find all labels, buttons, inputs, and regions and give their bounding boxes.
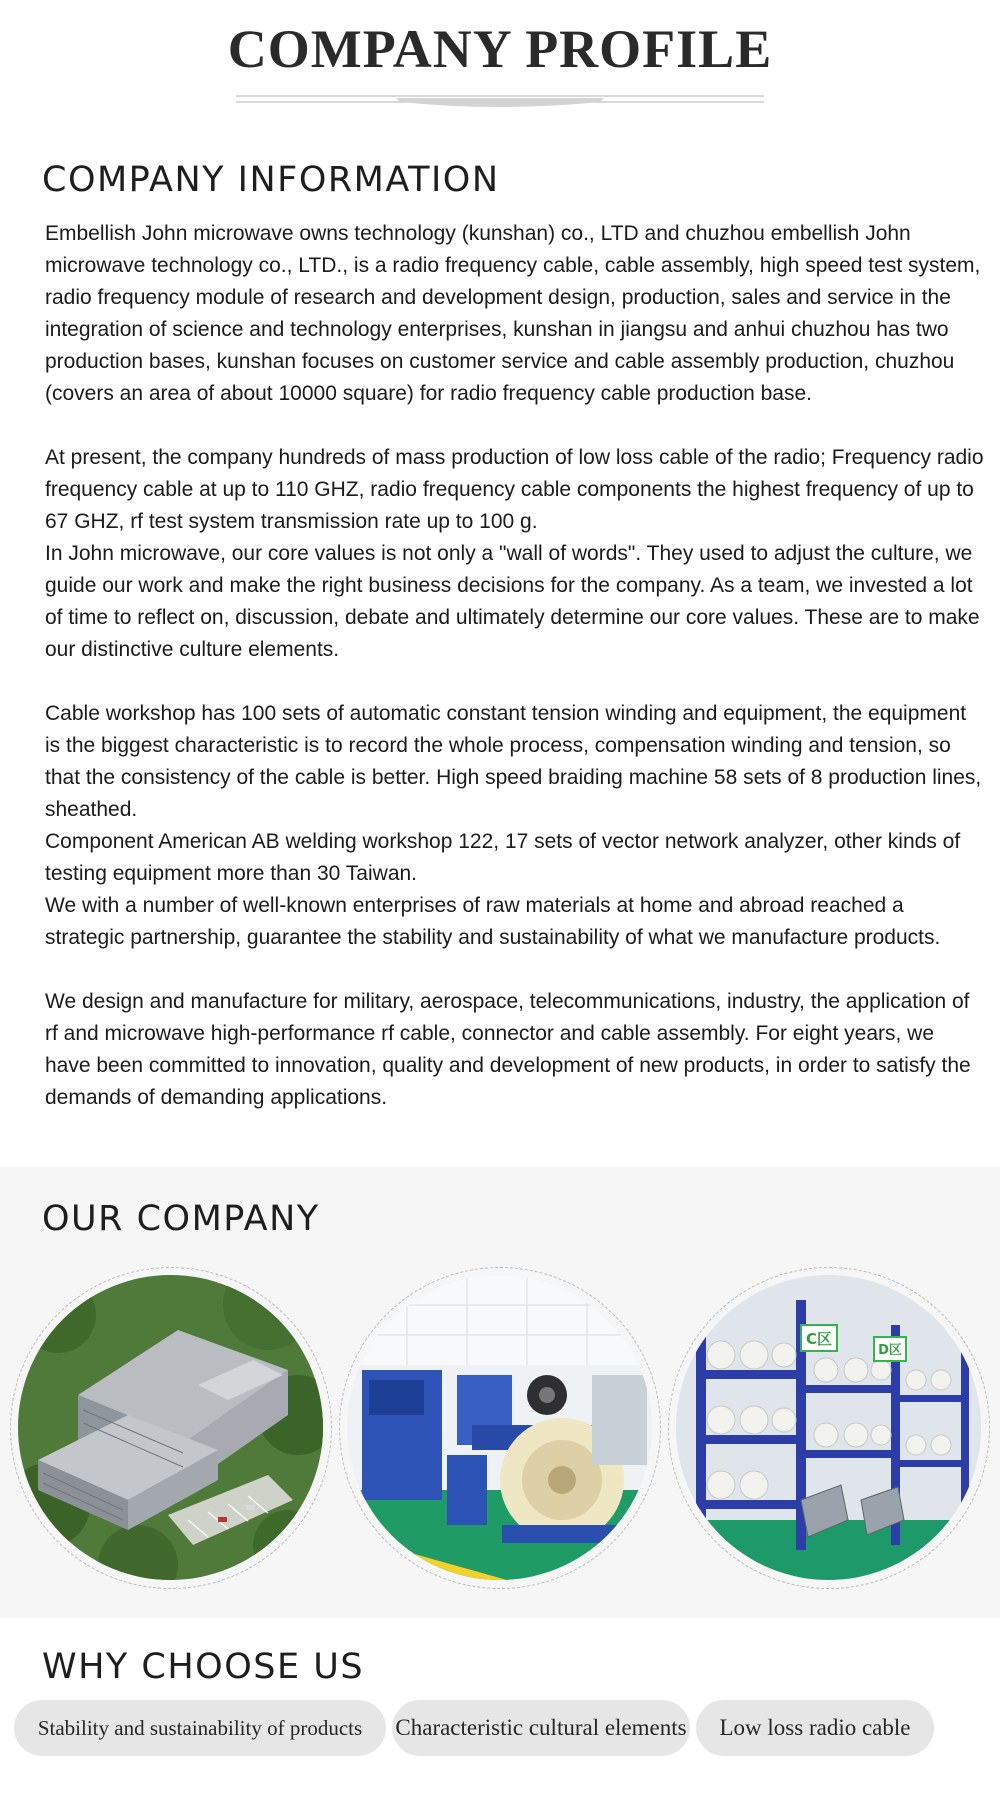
company-information-text — [45, 218, 985, 1114]
info-paragraph: We design and manufacture for military, aerospace, telecommunications, industry, the application of rf and microwave high-performance rf cable, connector and cable assembly. For eight years, we have been committed to innovation, quality and development of new products, in order to satisfy the demands of demanding applications. — [45, 990, 971, 1109]
our-company-heading: OUR COMPANY — [42, 1199, 320, 1239]
why-choose-us-heading: WHY CHOOSE US — [42, 1647, 365, 1687]
zone-sign-c — [801, 1325, 837, 1351]
info-paragraph: At present, the company hundreds of mass production of low loss cable of the radio; Frequency radio frequency cable at up to 110 GHZ, radio frequency cable components the highest frequency of up to 67 GHZ, rf test system transmission rate up to 100 g. — [45, 446, 984, 533]
info-paragraph: Embellish John microwave owns technology (kunshan) co., LTD and chuzhou embellish John microwave technology co., LTD., is a radio frequency cable, cable assembly, high speed test system, radio frequency module of research and development design, production, sales and service in the integration of science and technology enterprises, kunshan in jiangsu and anhui chuzhou has two production bases, kunshan focuses on customer service and cable assembly production, chuzhou (covers an area of about 10000 square) for radio frequency cable production base. — [45, 222, 981, 405]
cable-winding-machine-photo — [347, 1275, 652, 1580]
our-company-section — [0, 1167, 1000, 1618]
machine-photo-frame — [339, 1267, 661, 1589]
info-paragraph: Component American AB welding workshop 122, 17 sets of vector network analyzer, other kinds of testing equipment more than 30 Taiwan. — [45, 830, 961, 885]
pill-cultural-elements: Characteristic cultural elements — [392, 1700, 690, 1756]
info-paragraph: In John microwave, our core values is not only a "wall of words". They used to adjust the culture, we guide our work and make the right business decisions for the company. As a team, we invested a lot of time to reflect on, discussion, debate and ultimately determine our core values. These are to make our distinctive culture elements. — [45, 542, 980, 661]
warehouse-photo-frame — [668, 1267, 990, 1589]
warehouse-shelves-photo — [676, 1275, 981, 1580]
why-choose-us-pills — [14, 1700, 986, 1758]
pill-low-loss-cable: Low loss radio cable — [696, 1700, 934, 1756]
factory-building-photo — [18, 1275, 323, 1580]
info-paragraph: Cable workshop has 100 sets of automatic constant tension winding and equipment, the equipment is the biggest characteristic is to record the whole process, compensation winding and tension, so that the consistency of the cable is better. High speed braiding machine 58 sets of 8 production lines, sheathed. — [45, 702, 982, 821]
page-title: COMPANY PROFILE — [227, 19, 773, 79]
factory-photo-frame — [10, 1267, 332, 1589]
title-underline-ornament — [236, 94, 764, 114]
zone-sign-d — [874, 1337, 906, 1361]
profile-header — [0, 0, 1000, 120]
zone-label-c: C区 — [805, 1330, 833, 1348]
zone-label-d: D区 — [878, 1343, 902, 1358]
company-information-heading: COMPANY INFORMATION — [42, 160, 500, 200]
pill-stability: Stability and sustainability of products — [14, 1700, 386, 1756]
info-paragraph: We with a number of well-known enterprises of raw materials at home and abroad reached a strategic partnership, guarantee the stability and sustainability of what we manufacture products. — [45, 894, 941, 949]
